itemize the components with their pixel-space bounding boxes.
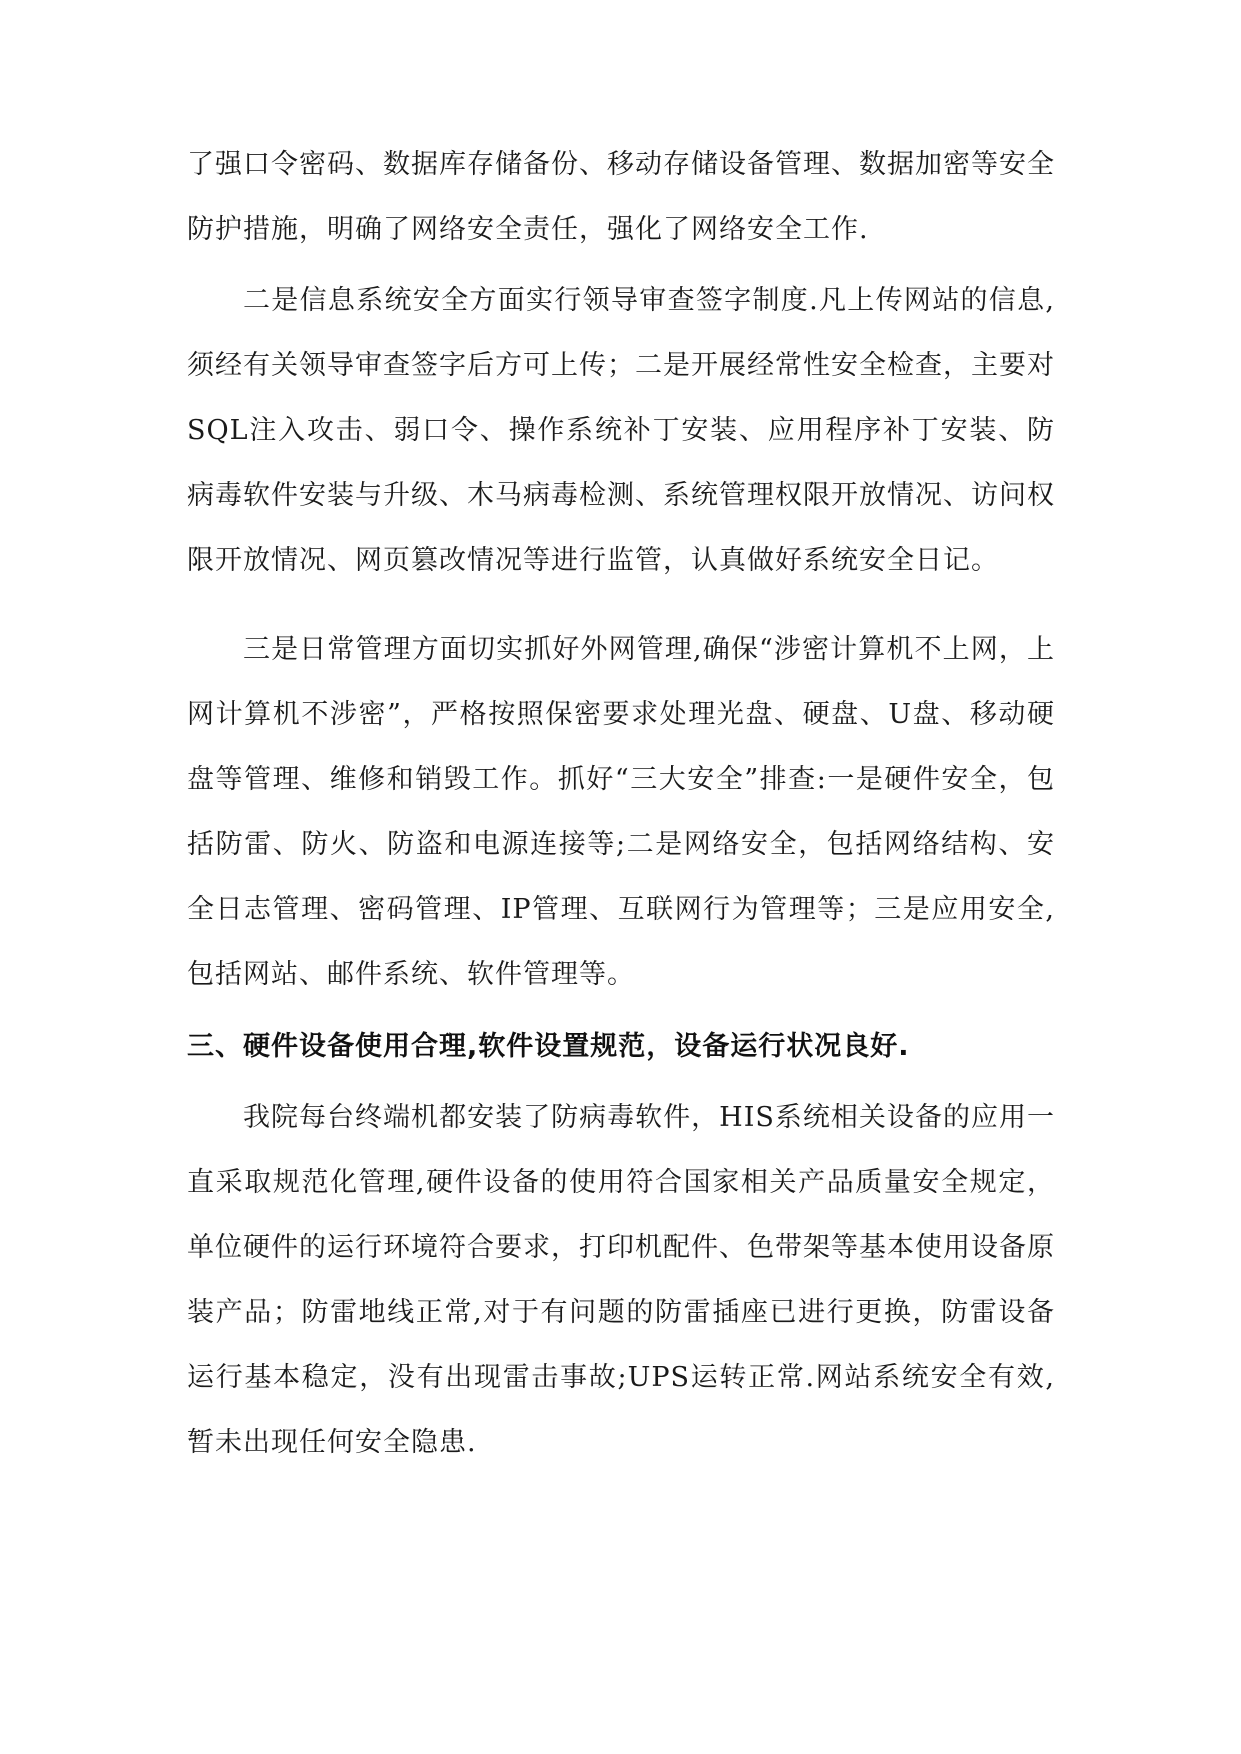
paragraph-block-3 (187, 617, 1055, 1007)
paragraph-block-2 (187, 268, 1055, 593)
paragraph-2: 二是信息系统安全方面实行领导审查签字制度.凡上传网站的信息,须经有关领导审查签字后方可上传；二是开展经常性安全检查，主要对SQL注入攻击、弱口令、操作系统补丁安装、应用程序补丁安装、防病毒软件安装与升级、木马病毒检测、系统管理权限开放情况、访问权限开放情况、网页篡改情况等进行监管，认真做好系统安全日记。 (187, 285, 1055, 576)
paragraph-4: 我院每台终端机都安装了防病毒软件，HIS系统相关设备的应用一直采取规范化管理,硬件设备的使用符合国家相关产品质量安全规定，单位硬件的运行环境符合要求，打印机配件、色带架等基本使用设备原装产品；防雷地线正常,对于有问题的防雷插座已进行更换，防雷设备运行基本稳定，没有出现雷击事故;UPS运转正常.网站系统安全有效,暂未出现任何安全隐患. (187, 1102, 1055, 1458)
paragraph-continuation (187, 132, 1055, 262)
section-heading: 三、硬件设备使用合理,软件设置规范，设备运行状况良好. (187, 1031, 910, 1062)
paragraph-1: 了强口令密码、数据库存储备份、移动存储设备管理、数据加密等安全防护措施，明确了网络安全责任，强化了网络安全工作. (187, 149, 1055, 245)
paragraph-3: 三是日常管理方面切实抓好外网管理,确保“涉密计算机不上网，上网计算机不涉密”，严格按照保密要求处理光盘、硬盘、U盘、移动硬盘等管理、维修和销毁工作。抓好“三大安全”排查:一是硬件安全，包括防雷、防火、防盗和电源连接等;二是网络安全，包括网络结构、安全日志管理、密码管理、IP管理、互联网行为管理等；三是应用安全,包括网站、邮件系统、软件管理等。 (187, 634, 1055, 990)
paragraph-block-4 (187, 1085, 1055, 1475)
